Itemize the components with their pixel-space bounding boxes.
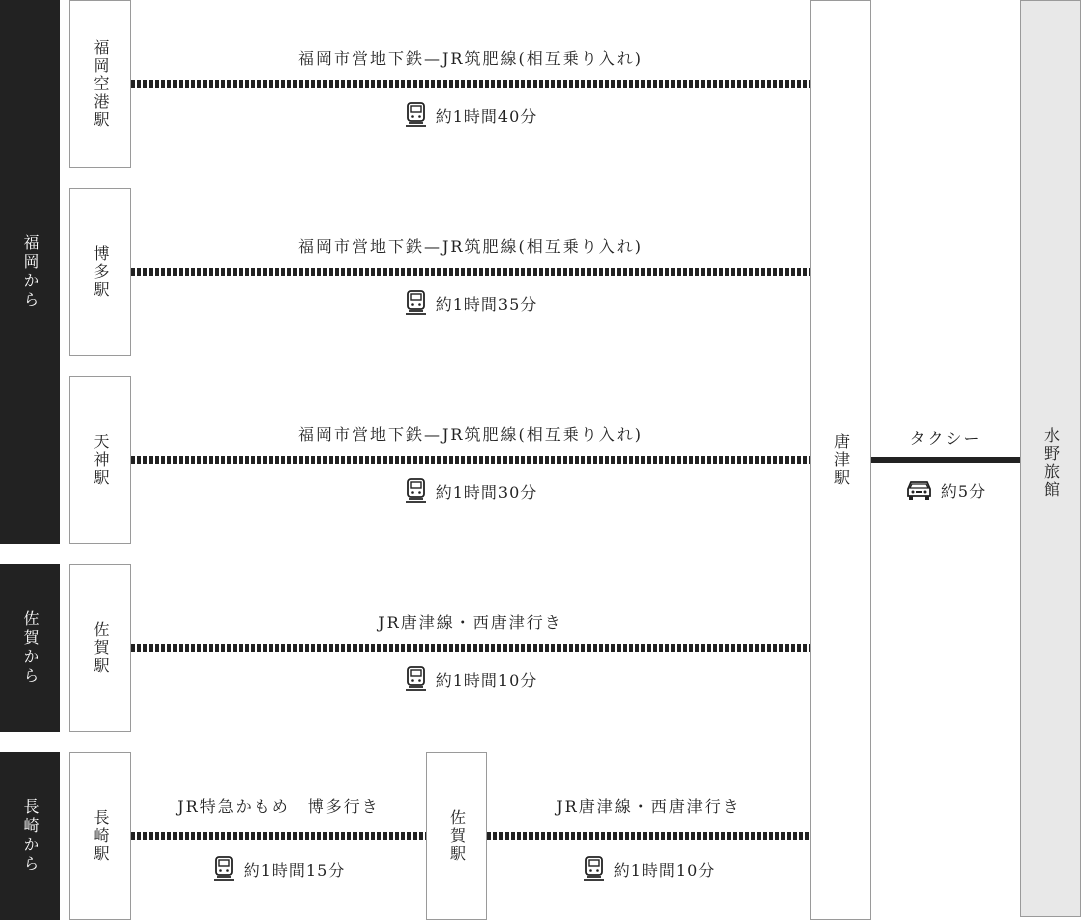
destination-label: 水野旅館 — [1041, 427, 1061, 499]
route-tenjin-rail — [131, 456, 810, 464]
route-hakata-time: 約1時間35分 — [435, 294, 538, 314]
route-airport-line: 福岡市営地下鉄—JR筑肥線(相互乗り入れ) — [298, 49, 643, 68]
route-nagasaki-leg2-line: JR唐津線・西唐津行き — [556, 797, 741, 816]
station-saga — [69, 564, 131, 732]
station-hakata-label: 博多駅 — [91, 245, 110, 299]
route-nagasaki-leg1-line: JR特急かもめ 博多行き — [177, 797, 380, 816]
car-icon — [905, 478, 933, 502]
route-saga-time: 約1時間10分 — [435, 670, 538, 690]
route-saga-duration — [131, 666, 810, 692]
route-nagasaki-leg2-time: 約1時間10分 — [613, 860, 716, 880]
region-nagasaki — [0, 752, 60, 920]
station-karatsu — [810, 0, 871, 920]
region-fukuoka — [0, 0, 60, 544]
taxi-time: 約5分 — [940, 481, 987, 501]
station-saga-transfer-label: 佐賀駅 — [447, 809, 467, 863]
station-karatsu-label: 唐津駅 — [831, 433, 851, 487]
route-airport-rail — [131, 80, 810, 88]
train-icon — [404, 666, 428, 692]
route-hakata-rail — [131, 268, 810, 276]
train-icon — [212, 856, 236, 882]
route-saga-line: JR唐津線・西唐津行き — [378, 613, 563, 632]
station-fukuoka-airport-label: 福岡空港駅 — [91, 39, 110, 129]
station-tenjin — [69, 376, 131, 544]
route-hakata-line: 福岡市営地下鉄—JR筑肥線(相互乗り入れ) — [298, 237, 643, 256]
region-fukuoka-label: 福岡から — [21, 234, 40, 310]
region-nagasaki-label: 長崎から — [21, 798, 40, 874]
destination-mizuno-ryokan — [1020, 0, 1081, 917]
station-tenjin-label: 天神駅 — [91, 433, 110, 487]
station-saga-transfer — [426, 752, 487, 920]
route-airport-duration — [131, 102, 810, 128]
region-saga — [0, 564, 60, 732]
route-tenjin-line: 福岡市営地下鉄—JR筑肥線(相互乗り入れ) — [298, 425, 643, 444]
route-hakata-duration — [131, 290, 810, 316]
station-nagasaki — [69, 752, 131, 920]
station-saga-label: 佐賀駅 — [91, 621, 110, 675]
route-nagasaki-leg2-duration — [487, 856, 810, 882]
route-nagasaki-leg1-time: 約1時間15分 — [243, 860, 346, 880]
route-nagasaki-leg1-duration — [131, 856, 426, 882]
route-tenjin-duration — [131, 478, 810, 504]
train-icon — [404, 102, 428, 128]
route-nagasaki-leg1-rail — [131, 832, 426, 840]
taxi-label: タクシー — [909, 429, 982, 448]
region-saga-label: 佐賀から — [21, 610, 40, 686]
train-icon — [582, 856, 606, 882]
station-hakata — [69, 188, 131, 356]
route-airport-time: 約1時間40分 — [435, 106, 538, 126]
taxi-line — [871, 457, 1020, 463]
train-icon — [404, 290, 428, 316]
taxi-duration — [871, 478, 1020, 502]
train-icon — [404, 478, 428, 504]
station-nagasaki-label: 長崎駅 — [91, 809, 110, 863]
station-fukuoka-airport — [69, 0, 131, 168]
route-saga-rail — [131, 644, 810, 652]
route-tenjin-time: 約1時間30分 — [435, 482, 538, 502]
route-nagasaki-leg2-rail — [487, 832, 810, 840]
